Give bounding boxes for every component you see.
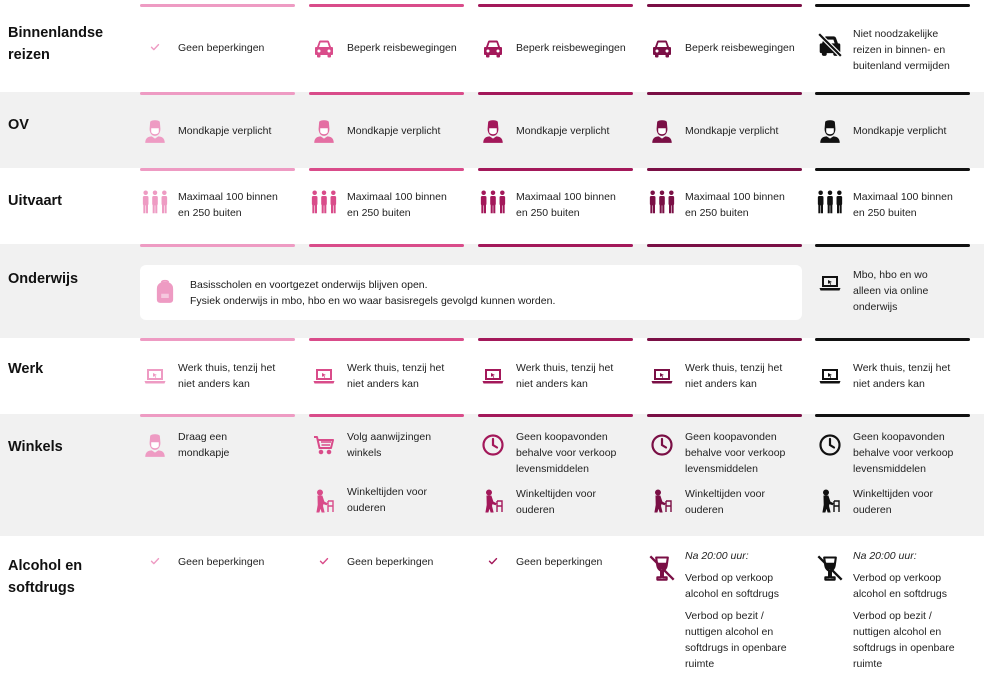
elderly-walker-icon bbox=[478, 486, 508, 516]
alcohol-text-3: Geen beperkingen bbox=[516, 556, 603, 568]
travel-level-2 bbox=[309, 36, 464, 60]
group-people-icon bbox=[478, 189, 508, 217]
shops-text-4: Geen koopavonden behalve voor verkoop levensmiddelen bbox=[685, 431, 786, 475]
alcohol-after-text-5: Na 20:00 uur: bbox=[853, 550, 917, 562]
level-bar-3 bbox=[478, 4, 633, 7]
travel-level-4 bbox=[647, 36, 802, 60]
shops-elderly-text-2: Winkeltijden voor ouderen bbox=[347, 486, 427, 514]
row-label-shops: Winkels bbox=[8, 439, 63, 455]
check-icon bbox=[140, 40, 170, 54]
clock-icon bbox=[815, 429, 845, 457]
shops-level-1 bbox=[140, 429, 295, 461]
funeral-level-1 bbox=[140, 189, 295, 221]
row-ov bbox=[0, 92, 984, 168]
level-bar-1 bbox=[140, 244, 295, 247]
shops-level-3 bbox=[478, 429, 633, 477]
no-alcohol-icon bbox=[647, 548, 677, 582]
group-people-icon bbox=[140, 189, 170, 217]
level-bar-1 bbox=[140, 4, 295, 7]
elderly-walker-icon bbox=[815, 486, 845, 516]
level-bar-1 bbox=[140, 92, 295, 95]
funeral-text-2: Maximaal 100 binnen en 250 buiten bbox=[347, 191, 447, 219]
shops-level-2 bbox=[309, 429, 464, 461]
work-level-5 bbox=[815, 360, 970, 392]
row-label-ov: OV bbox=[8, 117, 29, 133]
car-icon bbox=[478, 36, 508, 60]
travel-text-2: Beperk reisbewegingen bbox=[347, 42, 457, 54]
work-text-3: Werk thuis, tenzij het niet anders kan bbox=[516, 362, 614, 390]
level-bar-1 bbox=[140, 414, 295, 417]
shops-elderly-level-4 bbox=[647, 486, 802, 518]
alcohol-level-1 bbox=[140, 554, 295, 570]
face-mask-icon bbox=[140, 117, 170, 145]
level-bar-2 bbox=[309, 338, 464, 341]
laptop-icon bbox=[647, 360, 677, 388]
check-icon bbox=[309, 554, 339, 568]
check-icon bbox=[478, 554, 508, 568]
shops-elderly-text-5: Winkeltijden voor ouderen bbox=[853, 488, 933, 516]
face-mask-icon bbox=[140, 429, 170, 461]
alcohol-level-3 bbox=[478, 554, 633, 570]
funeral-level-4 bbox=[647, 189, 802, 221]
car-icon bbox=[647, 36, 677, 60]
shops-text-2: Volg aanwijzingen winkels bbox=[347, 431, 432, 459]
work-level-3 bbox=[478, 360, 633, 392]
level-bar-2 bbox=[309, 4, 464, 7]
level-bar-4 bbox=[647, 414, 802, 417]
shops-text-3: Geen koopavonden behalve voor verkoop levensmiddelen bbox=[516, 431, 617, 475]
level-bar-3 bbox=[478, 414, 633, 417]
ov-text-2: Mondkapje verplicht bbox=[347, 125, 441, 137]
row-binnenlandse-reizen bbox=[0, 0, 984, 92]
row-onderwijs bbox=[0, 244, 984, 338]
funeral-text-1: Maximaal 100 binnen en 250 buiten bbox=[178, 191, 278, 219]
row-werk bbox=[0, 338, 984, 414]
row-winkels bbox=[0, 414, 984, 536]
backpack-icon bbox=[152, 277, 178, 305]
ov-level-5 bbox=[815, 117, 970, 145]
ov-level-4 bbox=[647, 117, 802, 145]
row-label-education: Onderwijs bbox=[8, 271, 79, 287]
row-alcohol bbox=[0, 536, 984, 676]
car-icon bbox=[309, 36, 339, 60]
level-bar-5 bbox=[815, 244, 970, 247]
travel-text-3: Beperk reisbewegingen bbox=[516, 42, 626, 54]
ov-level-3 bbox=[478, 117, 633, 145]
alcohol-level-2 bbox=[309, 554, 464, 570]
education-levels-1-4 bbox=[140, 265, 802, 320]
travel-text-1: Geen beperkingen bbox=[178, 42, 265, 54]
education-line-1: Basisscholen en voortgezet onderwijs blijven open. bbox=[190, 279, 428, 291]
work-text-4: Werk thuis, tenzij het niet anders kan bbox=[685, 362, 783, 390]
laptop-icon bbox=[815, 360, 845, 388]
clock-icon bbox=[647, 429, 677, 457]
level-bar-3 bbox=[478, 92, 633, 95]
group-people-icon bbox=[309, 189, 339, 217]
level-bar-4 bbox=[647, 338, 802, 341]
level-bar-3 bbox=[478, 244, 633, 247]
shops-elderly-level-5 bbox=[815, 486, 970, 518]
ov-text-1: Mondkapje verplicht bbox=[178, 125, 272, 137]
alcohol-ban-public-text-5: Verbod op bezit / nuttigen alcohol en softdrugs in openbare ruimte bbox=[853, 610, 955, 670]
laptop-icon bbox=[815, 267, 845, 295]
level-bar-1 bbox=[140, 338, 295, 341]
level-bar-5 bbox=[815, 168, 970, 171]
level-bar-2 bbox=[309, 168, 464, 171]
shops-level-4 bbox=[647, 429, 802, 477]
shops-elderly-text-3: Winkeltijden voor ouderen bbox=[516, 488, 596, 516]
level-bar-2 bbox=[309, 244, 464, 247]
shopping-cart-icon bbox=[309, 429, 339, 457]
work-text-1: Werk thuis, tenzij het niet anders kan bbox=[178, 362, 276, 390]
shops-text-5: Geen koopavonden behalve voor verkoop levensmiddelen bbox=[853, 431, 954, 475]
face-mask-icon bbox=[478, 117, 508, 145]
alcohol-text-1: Geen beperkingen bbox=[178, 556, 265, 568]
alcohol-ban-sale-text-5: Verbod op verkoop alcohol en softdrugs bbox=[853, 572, 947, 600]
no-alcohol-icon bbox=[815, 548, 845, 582]
no-car-icon bbox=[815, 26, 845, 58]
funeral-level-5 bbox=[815, 189, 970, 221]
travel-text-4: Beperk reisbewegingen bbox=[685, 42, 795, 54]
funeral-level-2 bbox=[309, 189, 464, 221]
level-bar-2 bbox=[309, 414, 464, 417]
level-bar-4 bbox=[647, 244, 802, 247]
funeral-text-5: Maximaal 100 binnen en 250 buiten bbox=[853, 191, 953, 219]
shops-level-5 bbox=[815, 429, 970, 477]
shops-elderly-level-3 bbox=[478, 486, 633, 518]
funeral-text-3: Maximaal 100 binnen en 250 buiten bbox=[516, 191, 616, 219]
level-bar-1 bbox=[140, 168, 295, 171]
work-level-1 bbox=[140, 360, 295, 392]
travel-level-5 bbox=[815, 26, 970, 74]
laptop-icon bbox=[309, 360, 339, 388]
alcohol-after-text-4: Na 20:00 uur: bbox=[685, 550, 749, 562]
alcohol-level-4 bbox=[647, 548, 802, 672]
row-label-work: Werk bbox=[8, 361, 44, 377]
funeral-level-3 bbox=[478, 189, 633, 221]
funeral-text-4: Maximaal 100 binnen en 250 buiten bbox=[685, 191, 785, 219]
ov-text-3: Mondkapje verplicht bbox=[516, 125, 610, 137]
alcohol-text-2: Geen beperkingen bbox=[347, 556, 434, 568]
row-label-alcohol: Alcohol en softdrugs bbox=[8, 558, 83, 596]
laptop-icon bbox=[140, 360, 170, 388]
row-label-travel: Binnenlandse reizen bbox=[8, 25, 104, 63]
alcohol-ban-sale-text-4: Verbod op verkoop alcohol en softdrugs bbox=[685, 572, 779, 600]
work-text-2: Werk thuis, tenzij het niet anders kan bbox=[347, 362, 445, 390]
group-people-icon bbox=[815, 189, 845, 217]
elderly-walker-icon bbox=[309, 484, 339, 516]
work-text-5: Werk thuis, tenzij het niet anders kan bbox=[853, 362, 951, 390]
group-people-icon bbox=[647, 189, 677, 217]
travel-text-5: Niet noodzakelijke reizen in binnen- en buitenland vermijden bbox=[853, 28, 950, 72]
education-level-5 bbox=[815, 267, 970, 315]
level-bar-3 bbox=[478, 168, 633, 171]
level-bar-4 bbox=[647, 92, 802, 95]
travel-level-3 bbox=[478, 36, 633, 60]
work-level-4 bbox=[647, 360, 802, 392]
shops-elderly-text-4: Winkeltijden voor ouderen bbox=[685, 488, 765, 516]
laptop-icon bbox=[478, 360, 508, 388]
face-mask-icon bbox=[309, 117, 339, 145]
face-mask-icon bbox=[647, 117, 677, 145]
elderly-walker-icon bbox=[647, 486, 677, 516]
level-bar-4 bbox=[647, 168, 802, 171]
alcohol-ban-public-text-4: Verbod op bezit / nuttigen alcohol en softdrugs in openbare ruimte bbox=[685, 610, 787, 670]
level-bar-5 bbox=[815, 4, 970, 7]
level-bar-4 bbox=[647, 4, 802, 7]
row-label-funeral: Uitvaart bbox=[8, 193, 62, 209]
education-text-5: Mbo, hbo en wo alleen via online onderwijs bbox=[853, 269, 929, 313]
shops-text-1: Draag een mondkapje bbox=[178, 431, 230, 459]
ov-text-5: Mondkapje verplicht bbox=[853, 125, 947, 137]
level-bar-2 bbox=[309, 92, 464, 95]
level-bar-5 bbox=[815, 338, 970, 341]
level-bar-5 bbox=[815, 414, 970, 417]
shops-elderly-level-2 bbox=[309, 484, 464, 516]
ov-level-1 bbox=[140, 117, 295, 145]
education-line-2: Fysiek onderwijs in mbo, hbo en wo waar basisregels gevolgd kunnen worden. bbox=[190, 295, 556, 307]
face-mask-icon bbox=[815, 117, 845, 145]
ov-text-4: Mondkapje verplicht bbox=[685, 125, 779, 137]
level-bar-5 bbox=[815, 92, 970, 95]
row-uitvaart bbox=[0, 168, 984, 244]
alcohol-level-5 bbox=[815, 548, 970, 672]
check-icon bbox=[140, 554, 170, 568]
level-bar-3 bbox=[478, 338, 633, 341]
work-level-2 bbox=[309, 360, 464, 392]
clock-icon bbox=[478, 429, 508, 457]
travel-level-1 bbox=[140, 40, 295, 56]
ov-level-2 bbox=[309, 117, 464, 145]
